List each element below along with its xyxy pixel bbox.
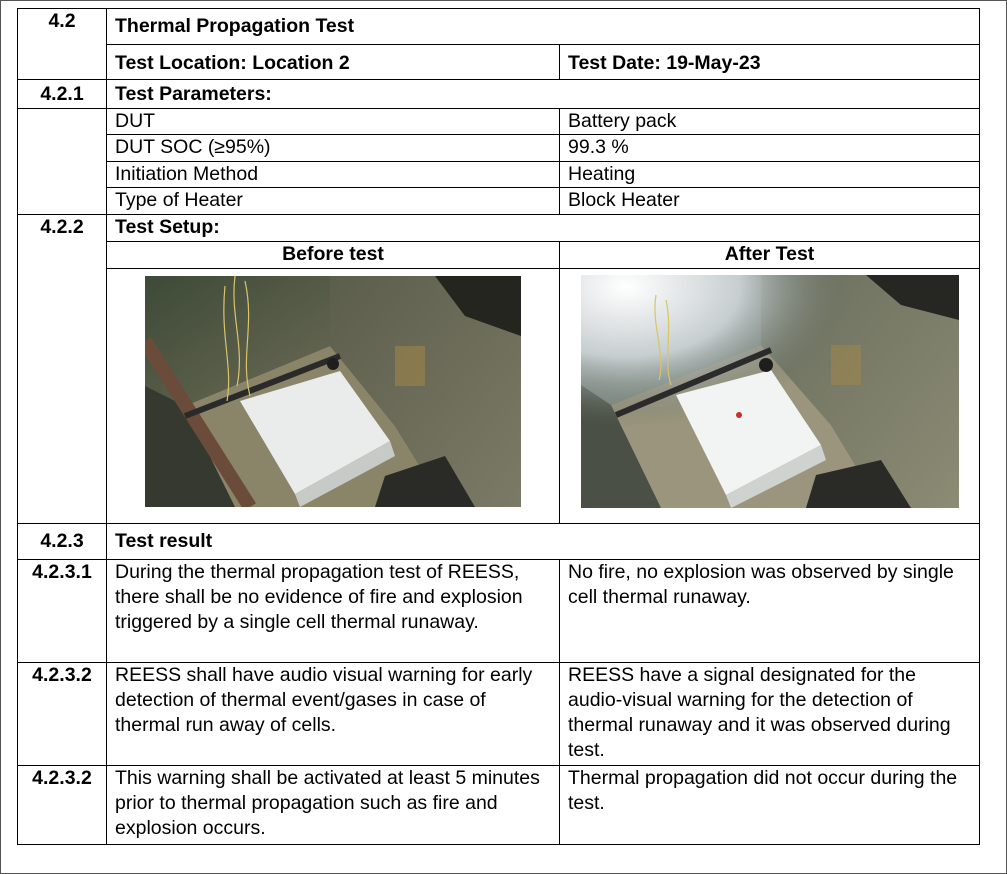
parameters-spacer <box>18 109 107 215</box>
section-title: Thermal Propagation Test <box>107 9 980 45</box>
after-test-photo <box>581 275 959 508</box>
result-requirement: This warning shall be activated at least 5 minutes prior to thermal propagation such as fire and explosion occurs. <box>107 766 560 845</box>
after-test-label: After Test <box>560 242 980 269</box>
setup-labels-row <box>18 242 980 269</box>
result-heading: Test result <box>107 524 980 560</box>
parameters-number: 4.2.1 <box>18 80 107 109</box>
parameter-row <box>18 188 980 215</box>
parameter-label: Type of Heater <box>107 188 560 215</box>
parameter-value: Block Heater <box>560 188 980 215</box>
thermal-propagation-table <box>17 8 980 845</box>
setup-number: 4.2.2 <box>18 215 107 524</box>
location-date-row <box>18 45 980 80</box>
result-number: 4.2.3 <box>18 524 107 560</box>
result-observation: REESS have a signal designated for the audio-visual warning for the detection of thermal runaway and it was observed during test. <box>560 663 980 766</box>
parameter-label: Initiation Method <box>107 162 560 188</box>
result-row <box>18 663 980 766</box>
parameters-heading: Test Parameters: <box>107 80 980 109</box>
result-row-number: 4.2.3.2 <box>18 663 107 766</box>
parameter-row <box>18 109 980 135</box>
before-photo-cell <box>107 269 560 524</box>
result-row <box>18 560 980 663</box>
test-date: Test Date: 19-May-23 <box>560 45 980 80</box>
result-row-number: 4.2.3.2 <box>18 766 107 845</box>
result-requirement: During the thermal propagation test of REESS, there shall be no evidence of fire and explosion triggered by a single cell thermal runaway. <box>107 560 560 663</box>
parameter-row <box>18 135 980 162</box>
parameter-label: DUT <box>107 109 560 135</box>
result-requirement: REESS shall have audio visual warning for early detection of thermal event/gases in case of thermal run away of cells. <box>107 663 560 766</box>
after-photo-cell <box>560 269 980 524</box>
before-test-photo <box>145 276 521 507</box>
result-header-row <box>18 524 980 560</box>
setup-header-row <box>18 215 980 242</box>
parameter-label: DUT SOC (≥95%) <box>107 135 560 162</box>
result-observation: Thermal propagation did not occur during the test. <box>560 766 980 845</box>
result-row-number: 4.2.3.1 <box>18 560 107 663</box>
setup-photos-row <box>18 269 980 524</box>
setup-heading: Test Setup: <box>107 215 980 242</box>
parameter-value: 99.3 % <box>560 135 980 162</box>
section-number: 4.2 <box>18 9 107 80</box>
result-row <box>18 766 980 845</box>
parameter-value: Battery pack <box>560 109 980 135</box>
before-test-label: Before test <box>107 242 560 269</box>
parameter-value: Heating <box>560 162 980 188</box>
parameters-header-row <box>18 80 980 109</box>
result-observation: No fire, no explosion was observed by single cell thermal runaway. <box>560 560 980 663</box>
section-header-row <box>18 9 980 45</box>
test-location: Test Location: Location 2 <box>107 45 560 80</box>
parameter-row <box>18 162 980 188</box>
